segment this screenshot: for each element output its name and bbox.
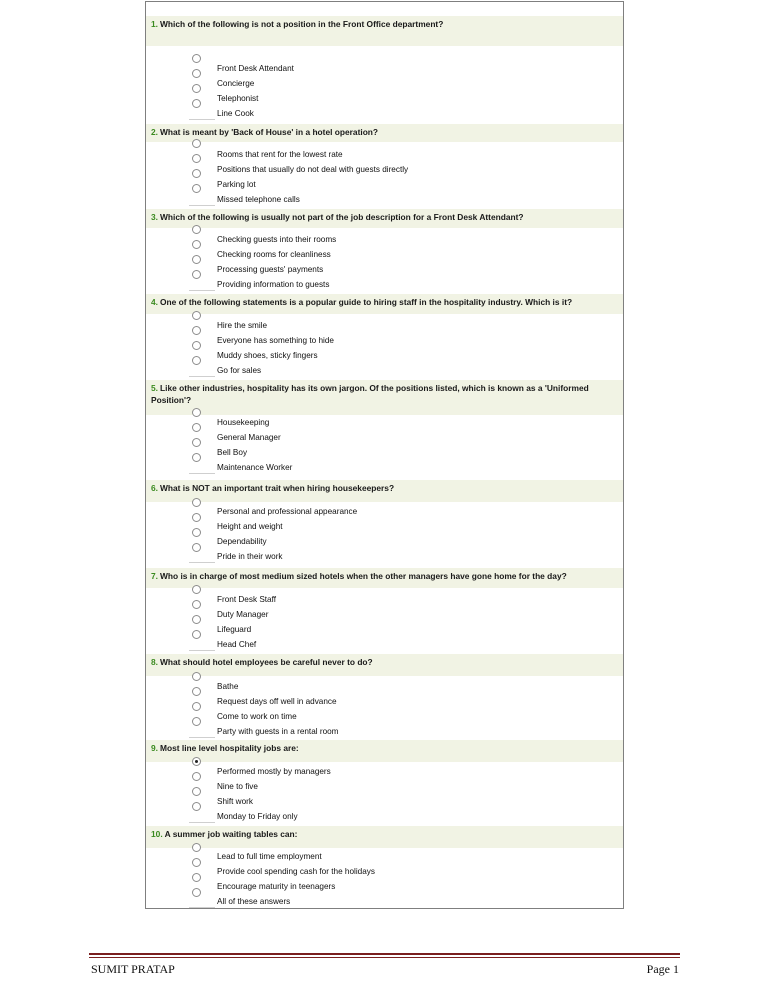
question-text: What is meant by 'Back of House' in a hotel operation? <box>160 127 379 137</box>
question-number: 10. <box>151 829 163 839</box>
answer-radio-button[interactable] <box>192 585 201 594</box>
answer-radio-button[interactable] <box>192 438 201 447</box>
answer-radio-button[interactable] <box>192 630 201 639</box>
question-3-prompt <box>146 209 623 228</box>
question-10-prompt <box>146 826 623 848</box>
answer-radio-button[interactable] <box>192 423 201 432</box>
question-4-prompt <box>146 294 623 314</box>
answer-radio-group <box>189 843 215 908</box>
answer-option-label[interactable]: Encourage maturity in teenagers <box>217 882 336 891</box>
answer-option-label[interactable]: Performed mostly by managers <box>217 767 331 776</box>
answer-option-label[interactable]: Monday to Friday only <box>217 812 298 821</box>
answer-radio-group <box>189 408 215 474</box>
answer-option-label[interactable]: Checking rooms for cleanliness <box>217 250 331 259</box>
question-text: Which of the following is usually not part of the job description for a Front Desk Attendant? <box>160 212 524 222</box>
answer-option-label[interactable]: Parking lot <box>217 180 256 189</box>
answer-radio-button[interactable] <box>192 498 201 507</box>
answer-option-label[interactable]: Provide cool spending cash for the holidays <box>217 867 375 876</box>
answer-radio-button[interactable] <box>192 453 201 462</box>
answer-option-label[interactable]: Positions that usually do not deal with guests directly <box>217 165 409 174</box>
answer-option-label[interactable]: Lead to full time employment <box>217 852 322 861</box>
question-number: 7. <box>151 571 158 581</box>
answer-option-label[interactable]: Bathe <box>217 682 239 691</box>
question-text: One of the following statements is a popular guide to hiring staff in the hospitality industry. Which is it? <box>160 297 573 307</box>
answer-option-label[interactable]: Muddy shoes, sticky fingers <box>217 351 318 360</box>
question-number: 2. <box>151 127 158 137</box>
question-number: 1. <box>151 19 158 29</box>
answer-option-label[interactable]: Pride in their work <box>217 552 283 561</box>
answer-radio-button[interactable] <box>192 240 201 249</box>
footer-author: SUMIT PRATAP <box>91 962 175 976</box>
answer-radio-group <box>189 54 215 120</box>
answer-option-label[interactable]: Shift work <box>217 797 253 806</box>
answer-radio-button[interactable] <box>192 672 201 681</box>
answer-option-label[interactable]: Housekeeping <box>217 418 270 427</box>
question-number: 9. <box>151 743 158 753</box>
answer-radio-button[interactable] <box>192 408 201 417</box>
answer-option-label[interactable]: Providing information to guests <box>217 280 330 289</box>
answer-radio-button[interactable] <box>192 184 201 193</box>
question-text: What is NOT an important trait when hiring housekeepers? <box>160 483 395 493</box>
answer-option-label[interactable]: All of these answers <box>217 897 291 906</box>
answer-radio-button[interactable] <box>192 843 201 852</box>
question-text: Most line level hospitality jobs are: <box>160 743 299 753</box>
answer-radio-button[interactable] <box>192 873 201 882</box>
answer-option-label[interactable]: Height and weight <box>217 522 283 531</box>
answer-radio-button[interactable] <box>192 513 201 522</box>
answer-radio-button[interactable] <box>192 717 201 726</box>
question-number: 8. <box>151 657 158 667</box>
answer-option-label[interactable]: Concierge <box>217 79 255 88</box>
answer-radio-button[interactable] <box>192 543 201 552</box>
question-6-prompt <box>146 480 623 502</box>
answer-option-label[interactable]: Head Chef <box>217 640 257 649</box>
answer-option-label[interactable]: Go for sales <box>217 366 262 375</box>
answer-option-label[interactable]: Personal and professional appearance <box>217 507 358 516</box>
question-5-prompt <box>146 380 623 415</box>
answer-radio-button[interactable] <box>192 858 201 867</box>
question-7-prompt <box>146 568 623 588</box>
answer-option-label[interactable]: Front Desk Attendant <box>217 64 294 73</box>
answer-option-label[interactable]: Checking guests into their rooms <box>217 235 337 244</box>
answer-radio-group <box>189 585 215 651</box>
question-text: What should hotel employees be careful never to do? <box>160 657 373 667</box>
answer-option-label[interactable]: Come to work on time <box>217 712 297 721</box>
answer-radio-button[interactable] <box>192 787 201 796</box>
answer-option-label[interactable]: Dependability <box>217 537 267 546</box>
answer-radio-button[interactable] <box>192 600 201 609</box>
answer-option-label[interactable]: General Manager <box>217 433 281 442</box>
answer-option-label[interactable]: Duty Manager <box>217 610 269 619</box>
question-number: 6. <box>151 483 158 493</box>
answer-radio-button[interactable] <box>192 687 201 696</box>
quiz-form <box>145 1 624 909</box>
answer-radio-button[interactable] <box>192 326 201 335</box>
answer-radio-button[interactable] <box>192 615 201 624</box>
question-number: 3. <box>151 212 158 222</box>
answer-option-label[interactable]: Bell Boy <box>217 448 248 457</box>
question-number: 4. <box>151 297 158 307</box>
answer-radio-group <box>189 139 215 206</box>
answer-option-label[interactable]: Lifeguard <box>217 625 252 634</box>
answer-radio-button[interactable] <box>192 99 201 108</box>
answer-radio-button[interactable] <box>192 54 201 63</box>
answer-radio-button[interactable] <box>192 255 201 264</box>
question-text: Which of the following is not a position in the Front Office department? <box>160 19 444 29</box>
answer-radio-button[interactable] <box>192 169 201 178</box>
answer-radio-group <box>189 672 215 738</box>
answer-option-label[interactable]: Rooms that rent for the lowest rate <box>217 150 343 159</box>
answer-radio-button[interactable] <box>192 772 201 781</box>
footer-rule <box>89 953 680 955</box>
question-9-prompt <box>146 740 623 762</box>
answer-option-label[interactable]: Missed telephone calls <box>217 195 300 204</box>
answer-radio-group <box>189 225 215 291</box>
answer-radio-button[interactable] <box>192 757 201 766</box>
answer-radio-button[interactable] <box>192 888 201 897</box>
answer-radio-button[interactable] <box>192 270 201 279</box>
answer-option-label[interactable]: Processing guests' payments <box>217 265 324 274</box>
answer-radio-button[interactable] <box>192 356 201 365</box>
answer-radio-button[interactable] <box>192 139 201 148</box>
question-text: Like other industries, hospitality has its own jargon. Of the positions listed, which is known as a 'Uniformed Position'? <box>151 383 589 405</box>
answer-radio-button[interactable] <box>192 341 201 350</box>
answer-radio-button[interactable] <box>192 69 201 78</box>
answer-radio-button[interactable] <box>192 802 201 811</box>
question-number: 5. <box>151 383 158 393</box>
answer-radio-button[interactable] <box>192 84 201 93</box>
answer-option-label[interactable]: Front Desk Staff <box>217 595 277 604</box>
answer-option-label[interactable]: Nine to five <box>217 782 258 791</box>
answer-radio-button[interactable] <box>192 311 201 320</box>
question-text: Who is in charge of most medium sized hotels when the other managers have gone home for the day? <box>160 571 567 581</box>
answer-radio-button[interactable] <box>192 702 201 711</box>
answer-option-label[interactable]: Everyone has something to hide <box>217 336 334 345</box>
answer-radio-group <box>189 498 215 563</box>
question-2-prompt <box>146 124 623 142</box>
answer-radio-button[interactable] <box>192 528 201 537</box>
question-8-prompt <box>146 654 623 676</box>
answer-option-label[interactable]: Request days off well in advance <box>217 697 337 706</box>
answer-option-label[interactable]: Hire the smile <box>217 321 268 330</box>
answer-radio-group <box>189 311 215 377</box>
footer-page-number: Page 1 <box>646 962 679 976</box>
answer-option-label[interactable]: Line Cook <box>217 109 254 118</box>
answer-option-label[interactable]: Party with guests in a rental room <box>217 727 339 736</box>
question-1-prompt <box>146 16 623 46</box>
question-text: A summer job waiting tables can: <box>164 829 298 839</box>
footer-rule-thin <box>89 957 680 958</box>
answer-radio-group <box>189 757 215 823</box>
answer-option-label[interactable]: Telephonist <box>217 94 259 103</box>
answer-option-label[interactable]: Maintenance Worker <box>217 463 293 472</box>
answer-radio-button[interactable] <box>192 225 201 234</box>
answer-radio-button[interactable] <box>192 154 201 163</box>
